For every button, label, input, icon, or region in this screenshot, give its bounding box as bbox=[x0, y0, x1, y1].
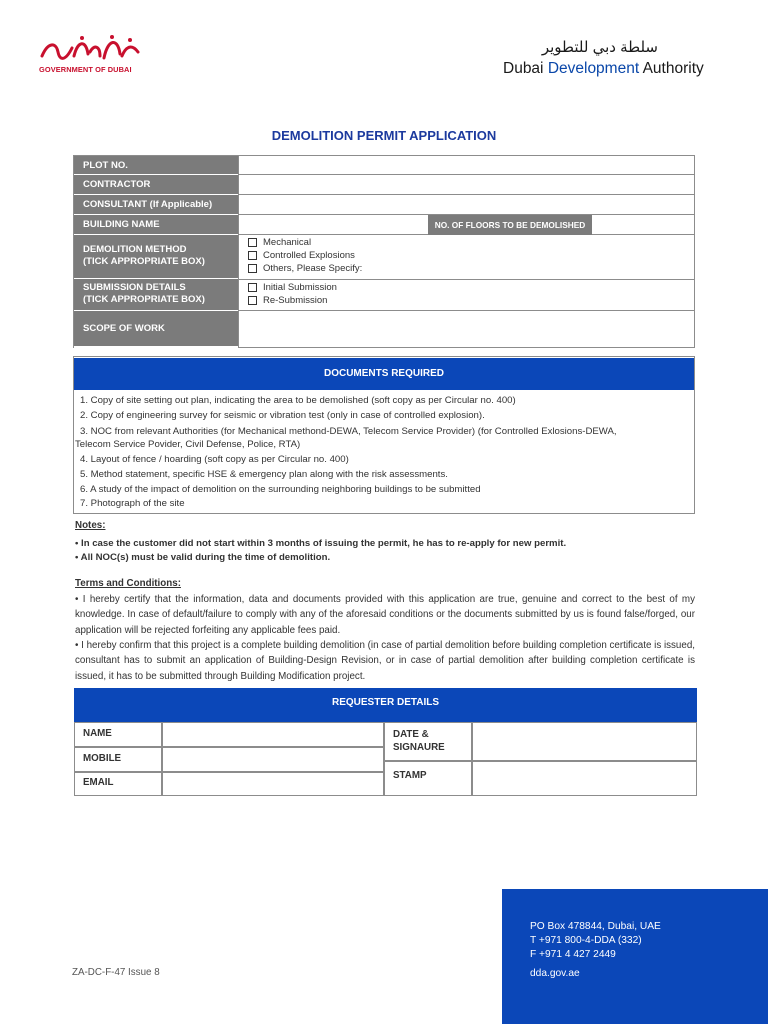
footer-website-link[interactable]: dda.gov.ae bbox=[530, 968, 580, 979]
terms-paragraph-1: • I hereby certify that the information, data and documents provided with this application are true, genuine and correct to the best of my knowledge. In case of default/failure to comply with any of the aforesaid conditions or the documents submitted by us is found false/forged, our application will be rejected forfeiting any applicable fees paid. bbox=[75, 594, 695, 636]
name-field[interactable] bbox=[162, 722, 384, 747]
scope-of-work-field[interactable] bbox=[238, 311, 695, 348]
stamp-label: STAMP bbox=[393, 770, 427, 781]
terms-title: Terms and Conditions: bbox=[75, 578, 181, 589]
checkbox[interactable] bbox=[248, 296, 257, 305]
checkbox[interactable] bbox=[248, 251, 257, 260]
document-code: ZA-DC-F-47 Issue 8 bbox=[72, 967, 160, 978]
method-option-others[interactable]: Others, Please Specify: bbox=[248, 263, 362, 274]
document-item: 7. Photograph of the site bbox=[80, 498, 185, 509]
submission-details-label: SUBMISSION DETAILS (TICK APPROPRIATE BOX) bbox=[74, 279, 238, 311]
documents-header: DOCUMENTS REQUIRED bbox=[74, 358, 694, 390]
submission-option-resubmission[interactable]: Re-Submission bbox=[248, 295, 327, 306]
terms-paragraph-2: • I hereby confirm that this project is a complete building demolition (in case of partial demolition before building completion certificate is issued, consultant has to submit an application of Building-Design Revision, or in case of partial demolition after building completion certificate is issued, it has to be submitted through Building Modification project. bbox=[75, 640, 695, 682]
email-field[interactable] bbox=[162, 772, 384, 796]
note-item: • In case the customer did not start within 3 months of issuing the permit, he has to re-apply for new permit. bbox=[75, 538, 567, 549]
method-option-mechanical[interactable]: Mechanical bbox=[248, 237, 311, 248]
footer-fax: F +971 4 427 2449 bbox=[530, 949, 616, 960]
floors-label: NO. OF FLOORS TO BE DEMOLISHED bbox=[428, 215, 592, 235]
dda-english-name: Dubai Development Authority bbox=[503, 60, 704, 77]
checkbox[interactable] bbox=[248, 238, 257, 247]
name-label: NAME bbox=[83, 728, 112, 739]
page-title: DEMOLITION PERMIT APPLICATION bbox=[271, 128, 497, 143]
plot-no-field[interactable] bbox=[238, 155, 695, 175]
contractor-field[interactable] bbox=[238, 175, 695, 195]
document-item: 5. Method statement, specific HSE & emergency plan along with the risk assessments. bbox=[80, 469, 448, 480]
checkbox[interactable] bbox=[248, 264, 257, 273]
government-of-dubai-logo bbox=[38, 34, 144, 78]
plot-no-label: PLOT NO. bbox=[74, 156, 238, 175]
checkbox[interactable] bbox=[248, 283, 257, 292]
contractor-label: CONTRACTOR bbox=[74, 175, 238, 195]
demolition-method-label: DEMOLITION METHOD (TICK APPROPRIATE BOX) bbox=[74, 235, 238, 279]
footer-phone: T +971 800-4-DDA (332) bbox=[530, 935, 642, 946]
gov-arabic-calligraphy-icon bbox=[38, 34, 144, 64]
note-item: • All NOC(s) must be valid during the time of demolition. bbox=[75, 552, 331, 563]
email-label: EMAIL bbox=[83, 777, 114, 788]
consultant-label: CONSULTANT (If Applicable) bbox=[74, 195, 238, 215]
dda-logo bbox=[500, 38, 740, 82]
submission-option-initial[interactable]: Initial Submission bbox=[248, 282, 337, 293]
method-option-controlled-explosions[interactable]: Controlled Explosions bbox=[248, 250, 355, 261]
document-item: Telecom Service Povider, Civil Defense, Police, RTA) bbox=[75, 439, 301, 450]
date-signature-field[interactable] bbox=[472, 722, 697, 761]
document-item: 3. NOC from relevant Authorities (for Mechanical methond-DEWA, Telecom Service Provider) (for Controlled Exlosions-DEWA, bbox=[80, 426, 617, 437]
requester-header: REQUESTER DETAILS bbox=[74, 688, 697, 722]
floors-field[interactable] bbox=[592, 215, 695, 235]
scope-of-work-label: SCOPE OF WORK bbox=[74, 311, 238, 347]
footer-po-box: PO Box 478844, Dubai, UAE bbox=[530, 921, 661, 932]
date-signature-label: DATE & SIGNAURE bbox=[393, 729, 445, 753]
building-name-label: BUILDING NAME bbox=[74, 215, 238, 235]
stamp-field[interactable] bbox=[472, 761, 697, 796]
mobile-field[interactable] bbox=[162, 747, 384, 772]
document-item: 1. Copy of site setting out plan, indicating the area to be demolished (soft copy as per Circular no. 400) bbox=[80, 395, 516, 406]
notes-title: Notes: bbox=[75, 520, 106, 531]
mobile-label: MOBILE bbox=[83, 753, 122, 764]
document-item: 4. Layout of fence / hoarding (soft copy as per Circular no. 400) bbox=[80, 454, 349, 465]
gov-logo-text: GOVERNMENT OF DUBAI bbox=[39, 65, 132, 74]
consultant-field[interactable] bbox=[238, 195, 695, 215]
document-item: 2. Copy of engineering survey for seismic or vibration test (only in case of controlled explosion). bbox=[80, 410, 485, 421]
dda-arabic-name: سلطة دبي للتطوير bbox=[541, 39, 658, 56]
document-item: 6. A study of the impact of demolition on the surrounding neighboring buildings to be submitted bbox=[80, 484, 481, 495]
